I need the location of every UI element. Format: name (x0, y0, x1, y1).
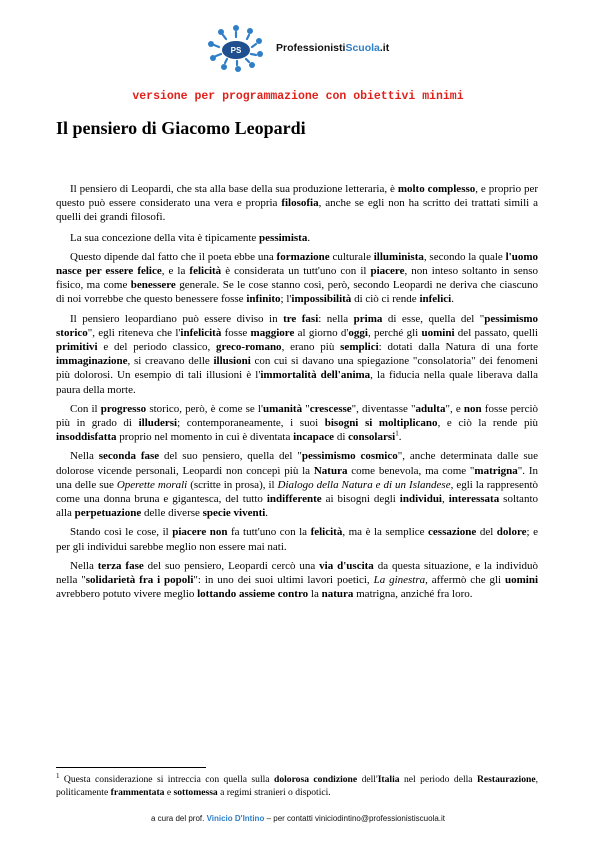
paragraph (56, 449, 538, 520)
bold-text: via d'uscita (319, 559, 374, 572)
brand-part-2: Scuola (345, 42, 380, 54)
text-run: ", anche determinata dalle sue dolorose vicende personali, Leopardi non concepì più la (56, 450, 538, 477)
text-run: di esse, quella del " (382, 312, 485, 325)
credit-prefix: a cura del prof. (150, 814, 207, 823)
bold-text: specie viventi (202, 507, 266, 520)
text-run: ; e per gli individui sarebbe meglio non essere mai nati. (56, 526, 538, 553)
bold-text: adulta (415, 402, 446, 415)
bold-text: molto complesso (397, 183, 476, 195)
text-run: ai bisogni degli (321, 493, 400, 506)
bold-text: Restaurazione (476, 774, 536, 785)
text-run: del suo pensiero, quella del " (159, 450, 302, 463)
text-run: e (164, 787, 174, 798)
text-run: nel periodo della (399, 774, 477, 785)
bold-text: oggi (348, 326, 368, 339)
bold-text: dolore (496, 526, 527, 539)
article-body (56, 182, 538, 606)
text-run: ", diventasse " (351, 402, 416, 415)
paragraph (56, 559, 538, 602)
bold-text: non (463, 402, 482, 415)
bold-text: Italia (377, 774, 400, 785)
paragraph (56, 312, 538, 397)
text-run: la (308, 588, 322, 601)
text-run: fa tutt'uno con la (227, 526, 311, 539)
text-run: , non inteso soltanto in senso fisico, ma come (56, 265, 538, 292)
text-run: Stando così le cose, il (70, 526, 173, 539)
footnote-ref: 1 (395, 429, 399, 438)
footnote-divider (56, 767, 206, 768)
bold-text: semplici (340, 341, 379, 354)
paragraph (56, 402, 538, 445)
bold-text: perpetuazione (74, 507, 142, 520)
italic-text: Dialogo della Natura e di un Islandese (277, 478, 451, 491)
text-run: . (307, 231, 311, 244)
text-run: La sua concezione della vita è tipicamente (70, 231, 260, 244)
bold-text: incapace (293, 431, 335, 444)
bold-text: piacere non (172, 526, 228, 539)
text-run: . (398, 431, 402, 444)
text-run: matrigna, anziché fra loro. (353, 588, 473, 601)
text-run: , si creavano delle (127, 355, 214, 368)
text-run: , erano più (281, 341, 341, 354)
bold-text: insoddisfatta (56, 431, 117, 444)
text-run: , perché gli (367, 326, 422, 339)
text-run: con cui si davano una spiegazione "consolatoria" dei fenomeni più dolorosi. Un esempio di tali illusioni è l' (56, 355, 539, 382)
text-run: , anche se egli non ha scritto dei trattati simili a quelli dei grandi filosofi. (56, 197, 538, 224)
bold-text: sottomessa (173, 787, 218, 798)
paragraph (56, 182, 538, 225)
credit-line (0, 814, 596, 823)
bold-text: pessimismo storico (56, 312, 539, 339)
people-circle-logo-icon (200, 22, 272, 74)
bold-text: infelicità (180, 326, 222, 339)
bold-text: consolarsi (348, 431, 396, 444)
text-run: , politicamente (56, 774, 539, 798)
bold-text: bisogni si moltiplicano (324, 417, 438, 430)
text-run: Il pensiero leopardiano può essere diviso in (70, 312, 284, 325)
text-run: , ma è la semplice (342, 526, 429, 539)
italic-text: La ginestra (373, 574, 426, 587)
text-run: " (302, 402, 310, 415)
text-run: : dotati dalla Natura di una forte (378, 341, 538, 354)
text-run: ": in uno dei suoi ultimi lavori poetici, (193, 574, 374, 587)
text-run: come benevola, ma come " (347, 464, 475, 477)
text-run: e del periodo classico, (97, 341, 216, 354)
text-run: Con il (70, 402, 101, 415)
brand-part-3: .it (379, 42, 390, 54)
bold-text: interessata (448, 493, 500, 506)
text-run: è considerata un tutt'uno con il (221, 265, 371, 278)
text-run: dell' (357, 774, 378, 785)
bold-text: pessimista (259, 231, 308, 244)
page-title: Il pensiero di Giacomo Leopardi (56, 118, 306, 138)
text-run: ", e (445, 402, 464, 415)
bold-text: pessimismo cosmico (301, 450, 398, 463)
bold-text: greco-romano (215, 341, 282, 354)
bold-text: natura (321, 588, 354, 601)
text-run: ; contemporaneamente, i suoi (177, 417, 325, 430)
bold-text: illusioni (213, 355, 251, 368)
bold-text: l'uomo nasce per essere felice (56, 250, 538, 278)
bold-text: cessazione (428, 526, 477, 539)
text-run: : nella (318, 312, 354, 325)
bold-text: piacere (370, 265, 405, 278)
bold-text: felicità (310, 526, 343, 539)
bold-text: lottando assieme contro (197, 588, 309, 601)
bold-text: crescesse (309, 402, 352, 415)
text-run: da questa situazione, e la individuò nella " (56, 559, 539, 587)
text-run: , e proprio per questo può essere considerato una vera e propria (56, 183, 539, 210)
text-run: storico, però, è come se l' (146, 402, 263, 415)
version-subtitle: versione per programmazione con obiettivi minimi (132, 90, 464, 103)
bold-text: dolorosa condizione (273, 774, 358, 785)
bold-text: progresso (100, 402, 147, 415)
text-run: Questa considerazione si intreccia con quella sulla (59, 774, 274, 785)
bold-text: Natura (313, 464, 348, 477)
brand-name[interactable] (276, 42, 389, 54)
bold-text: infelici (419, 293, 452, 306)
svg-text:PS: PS (230, 46, 242, 55)
bold-text: primitivi (56, 341, 98, 354)
text-run: . (265, 507, 269, 520)
text-run: del passato, quelli (454, 326, 539, 339)
text-run: . (451, 293, 454, 306)
text-run: Il pensiero di Leopardi, che sta alla base della sua produzione letteraria, è (70, 183, 398, 195)
bold-text: infinito (246, 293, 281, 306)
text-run: , la fiducia nella quale liberava dalla paura della morte. (56, 369, 538, 396)
text-run: , affermò che gli (425, 574, 505, 587)
credit-suffix: – per contatti viniciodintino@professionistiscuola.it (264, 814, 445, 823)
text-run: delle diverse (141, 507, 203, 520)
header (0, 18, 596, 78)
bold-text: immaginazione (56, 355, 128, 368)
paragraph (56, 231, 538, 245)
text-run: , e ciò la rende più (437, 417, 539, 430)
text-run: , egli la rappresentò come una donna bruna e gigantesca, del tutto (56, 478, 538, 506)
text-run: ". In una delle sue (56, 464, 538, 491)
text-run: soltanto alla (56, 493, 538, 520)
text-run: di (334, 431, 349, 444)
bold-text: maggiore (250, 326, 295, 339)
text-run: proprio nel momento in cui è diventata (116, 431, 294, 444)
footnote-ref: 1 (56, 771, 60, 780)
text-run: , (442, 493, 449, 506)
text-run: ; l' (280, 293, 292, 306)
footnote (56, 773, 538, 799)
bold-text: formazione (276, 250, 330, 263)
text-run: culturale (329, 250, 374, 263)
paragraph (56, 250, 538, 307)
bold-text: benessere (130, 279, 176, 292)
bold-text: individui (399, 493, 442, 506)
bold-text: uomini (504, 574, 538, 587)
brand-part-1: Professionisti (276, 42, 346, 54)
bold-text: frammentata (110, 787, 165, 798)
text-run: Nella (70, 559, 98, 572)
bold-text: felicità (189, 265, 222, 278)
text-run: fosse perciò più in grado di (56, 402, 539, 430)
text-run: del suo pensiero, Leopardi cercò una (143, 559, 320, 572)
bold-text: uomini (421, 326, 455, 339)
text-run: a regimi stranieri o dispotici. (217, 787, 331, 798)
bold-text: illuminista (373, 250, 424, 263)
bold-text: filosofia (281, 197, 319, 210)
text-run: generale. Se le cose stanno così, però, secondo Leopardi ne deriva che ciascuno di noi vorrebbe che questo benessere fosse (56, 279, 538, 306)
bold-text: umanità (262, 402, 303, 415)
bold-text: impossibilità (291, 293, 352, 306)
italic-text: Operette morali (116, 478, 188, 491)
bold-text: indifferente (266, 493, 322, 506)
text-run: (scritte in prosa), il (187, 478, 278, 491)
bold-text: illudersi (138, 417, 178, 430)
bold-text: terza fase (97, 559, 144, 572)
text-run: fosse (221, 326, 251, 339)
paragraph (56, 525, 538, 553)
bold-text: tre fasi (283, 312, 319, 325)
text-run: Nella (70, 450, 99, 463)
text-run: , secondo la quale (423, 250, 506, 263)
text-run: , e la (161, 265, 190, 278)
bold-text: seconda fase (98, 450, 160, 463)
bold-text: solidarietà fra i popoli (85, 574, 194, 587)
text-run: di ciò ci rende (351, 293, 420, 306)
text-run: ", egli riteneva che l' (87, 326, 181, 339)
text-run: avrebbero potuto vivere meglio (56, 588, 198, 601)
bold-text: immortalità dell'anima (260, 369, 371, 382)
bold-text: matrigna (474, 464, 518, 477)
author-name: Vinicio D'Intino (206, 814, 265, 823)
text-run: del (476, 526, 497, 539)
text-run: al giorno d' (294, 326, 349, 339)
bold-text: prima (353, 312, 383, 325)
text-run: Questo dipende dal fatto che il poeta ebbe una (70, 250, 277, 263)
